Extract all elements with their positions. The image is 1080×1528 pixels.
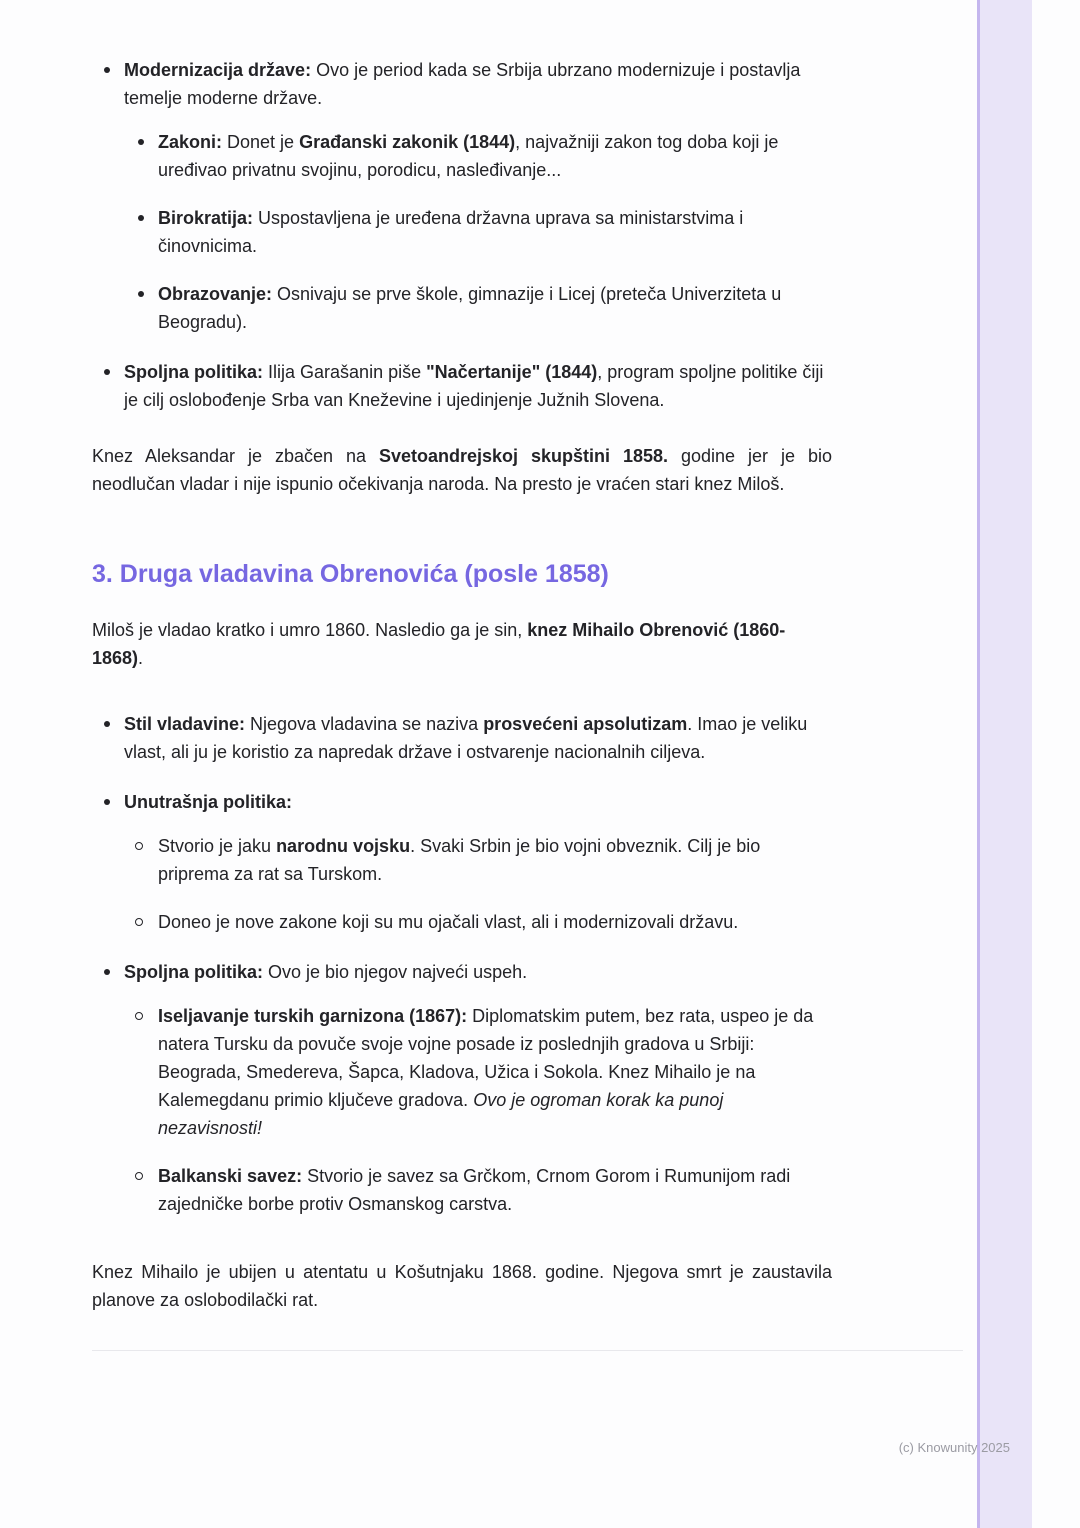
sub-bullet-text: Birokratija: Uspostavljena je uređena državna uprava sa ministarstvima i činovnicima.: [158, 208, 744, 256]
sub-bullet-text: Iseljavanje turskih garnizona (1867): Diplomatskim putem, bez rata, uspeo je da natera Tursku da povuče svoje vojne posade iz poslednjih gradova u Srbiji: Beograda, Smedereva, Šapca, Kladova, Užica i Sokola. Knez Mihailo je na Kalemegdanu primio ključeve gradova. Ovo je ogroman korak ka punoj nezavisnosti!: [158, 1006, 814, 1138]
sub-bullet-text: Obrazovanje: Osnivaju se prve škole, gimnazije i Licej (preteča Univerziteta u Beogradu).: [158, 284, 782, 332]
scrollbar-track[interactable]: [977, 0, 1032, 1528]
sub-bullet-item-birokratija: [124, 204, 825, 260]
sub-bullet-item-novi-zakoni: [124, 908, 825, 936]
bullet-text: Spoljna politika: Ilija Garašanin piše "Načertanije" (1844), program spoljne politike čiji je cilj oslobođenje Srba van Kneževine i ujedinjenje Južnih Slovena.: [124, 362, 824, 410]
scrollbar-thumb[interactable]: [977, 0, 980, 1528]
sub-bullet-list: [124, 832, 825, 936]
sub-bullet-item-obrazovanje: [124, 280, 825, 336]
paragraph-aleksandar-zbacen: Knez Aleksandar je zbačen na Svetoandrejskoj skupštini 1858. godine jer je bio neodlučan vladar i nije ispunio očekivanja naroda. Na presto je vraćen stari knez Miloš.: [92, 446, 832, 494]
bullet-text: Modernizacija države: Ovo je period kada se Srbija ubrzano modernizuje i postavlja temelje moderne države.: [124, 60, 801, 108]
sub-bullet-item-balkanski-savez: [124, 1162, 825, 1218]
sub-bullet-list: [124, 1002, 825, 1218]
bullet-text: Stil vladavine: Njegova vladavina se naziva prosvećeni apsolutizam. Imao je veliku vlast, ali ju je koristio za napredak države i ostvarenje nacionalnih ciljeva.: [124, 714, 808, 762]
bullet-item-unutrasnja-politika: [92, 788, 825, 936]
sub-bullet-item-narodna-vojska: [124, 832, 825, 888]
sub-bullet-item-iseljavanje-garnizona: [124, 1002, 825, 1142]
bullet-item-spoljna-politika-2: [92, 958, 825, 1218]
bullet-list-modernization: [92, 56, 825, 414]
divider: [92, 1350, 963, 1351]
bullet-item-modernizacija: [92, 56, 825, 336]
sub-bullet-text: Doneo je nove zakone koji su mu ojačali vlast, ali i modernizovali državu.: [158, 912, 739, 932]
bullet-list-mihailo: [92, 710, 825, 1218]
bullet-text: Unutrašnja politika:: [124, 792, 293, 812]
sub-bullet-text: Balkanski savez: Stvorio je savez sa Grčkom, Crnom Gorom i Rumunijom radi zajedničke borbe protiv Osmanskog carstva.: [158, 1166, 791, 1214]
paragraph-milos-mihailo: Miloš je vladao kratko i umro 1860. Nasledio ga je sin, knez Mihailo Obrenović (1860-1868).: [92, 620, 786, 668]
sub-bullet-item-zakoni: [124, 128, 825, 184]
sub-bullet-text: Zakoni: Donet je Građanski zakonik (1844), najvažniji zakon tog doba koji je uređivao privatnu svojinu, porodicu, nasleđivanje...: [158, 132, 779, 180]
section-heading: 3. Druga vladavina Obrenovića (posle 1858): [92, 560, 609, 588]
document-content: [92, 0, 963, 1351]
bullet-item-stil-vladavine: [92, 710, 825, 766]
sub-bullet-list: [124, 128, 825, 336]
bullet-item-spoljna-politika-1: [92, 358, 825, 414]
footer-credit: (c) Knowunity 2025: [898, 1440, 1010, 1455]
sub-bullet-text: Stvorio je jaku narodnu vojsku. Svaki Srbin je bio vojni obveznik. Cilj je bio priprema za rat sa Turskom.: [158, 836, 761, 884]
bullet-text: Spoljna politika: Ovo je bio njegov najveći uspeh.: [124, 962, 528, 982]
paragraph-mihailo-ubijen: Knez Mihailo je ubijen u atentatu u Košutnjaku 1868. godine. Njegova smrt je zaustavila planove za oslobodilački rat.: [92, 1262, 832, 1310]
